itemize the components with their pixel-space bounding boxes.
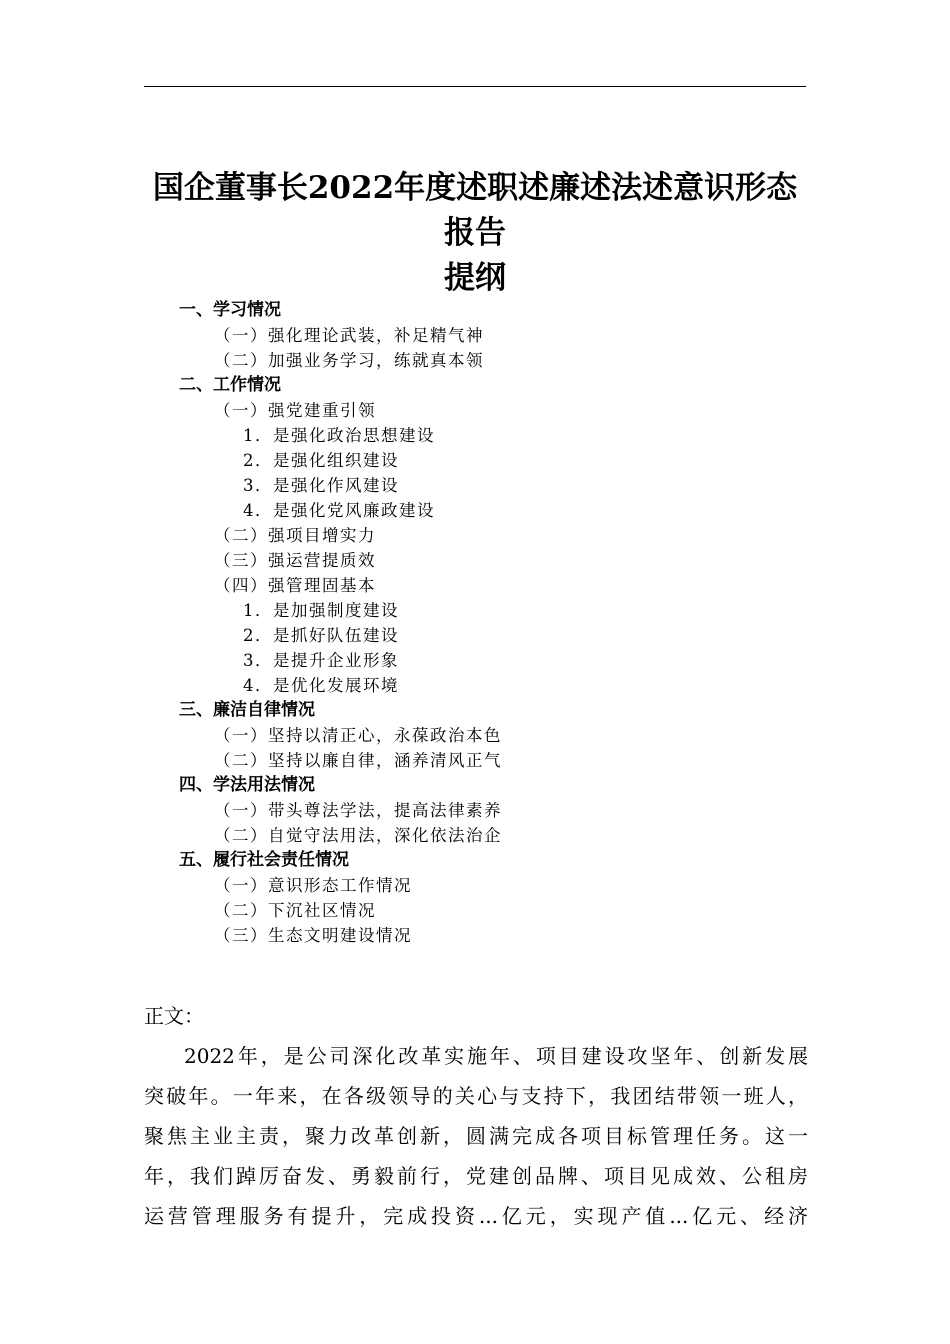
outline-item: 4．是优化发展环境 — [243, 676, 399, 695]
body-text — [144, 996, 808, 1236]
outline-subheading: （二）自觉守法用法，深化依法治企 — [214, 826, 502, 845]
paragraph-line: 2022年，是公司深化改革实施年、项目建设攻坚年、创新发展 — [184, 1044, 808, 1068]
outline-subheading: （二）下沉社区情况 — [214, 901, 376, 920]
paragraph-line: 年，我们踔厉奋发、勇毅前行，党建创品牌、项目见成效、公租房 — [144, 1164, 808, 1188]
body-paragraph — [144, 1036, 808, 1236]
outline-subheading: （一）坚持以清正心，永葆政治本色 — [214, 726, 502, 745]
outline-heading: 一、学习情况 — [179, 300, 281, 320]
outline-item: 3．是提升企业形象 — [243, 651, 399, 670]
outline-heading: 五、履行社会责任情况 — [179, 850, 349, 870]
document-title — [130, 166, 820, 301]
outline-item: 2．是强化组织建设 — [243, 451, 399, 470]
outline-subheading: （一）强党建重引领 — [214, 401, 376, 420]
outline-item: 1．是强化政治思想建设 — [243, 426, 435, 445]
outline-subheading: （二）加强业务学习，练就真本领 — [214, 351, 484, 370]
outline-subheading: （二）坚持以廉自律，涵养清风正气 — [214, 751, 502, 770]
outline-heading: 三、廉洁自律情况 — [179, 700, 315, 720]
title-line-2: 报告 — [444, 215, 506, 251]
body-label: 正文： — [144, 1004, 204, 1028]
outline-subheading: （一）强化理论武装，补足精气神 — [214, 326, 484, 345]
title-line-1: 国企董事长2022年度述职述廉述法述意识形态 — [152, 170, 798, 206]
outline-subheading: （二）强项目增实力 — [214, 526, 376, 545]
outline-subheading: （三）生态文明建设情况 — [214, 926, 412, 945]
outline-heading: 四、学法用法情况 — [179, 775, 315, 795]
outline-subheading: （四）强管理固基本 — [214, 576, 376, 595]
outline-item: 2．是抓好队伍建设 — [243, 626, 399, 645]
outline-item: 3．是强化作风建设 — [243, 476, 399, 495]
header-rule — [144, 86, 806, 87]
title-line-3: 提纲 — [444, 260, 506, 296]
paragraph-line: 运营管理服务有提升，完成投资...亿元，实现产值...亿元、经济 — [144, 1204, 808, 1228]
outline-subheading: （一）带头尊法学法，提高法律素养 — [214, 801, 502, 820]
paragraph-line: 突破年。一年来，在各级领导的关心与支持下，我团结带领一班人， — [144, 1084, 808, 1108]
outline-heading: 二、工作情况 — [179, 375, 281, 395]
outline-item: 1．是加强制度建设 — [243, 601, 399, 620]
outline-subheading: （一）意识形态工作情况 — [214, 876, 412, 895]
paragraph-line: 聚焦主业主责，聚力改革创新，圆满完成各项目标管理任务。这一 — [144, 1124, 808, 1148]
outline-item: 4．是强化党风廉政建设 — [243, 501, 435, 520]
outline-subheading: （三）强运营提质效 — [214, 551, 376, 570]
